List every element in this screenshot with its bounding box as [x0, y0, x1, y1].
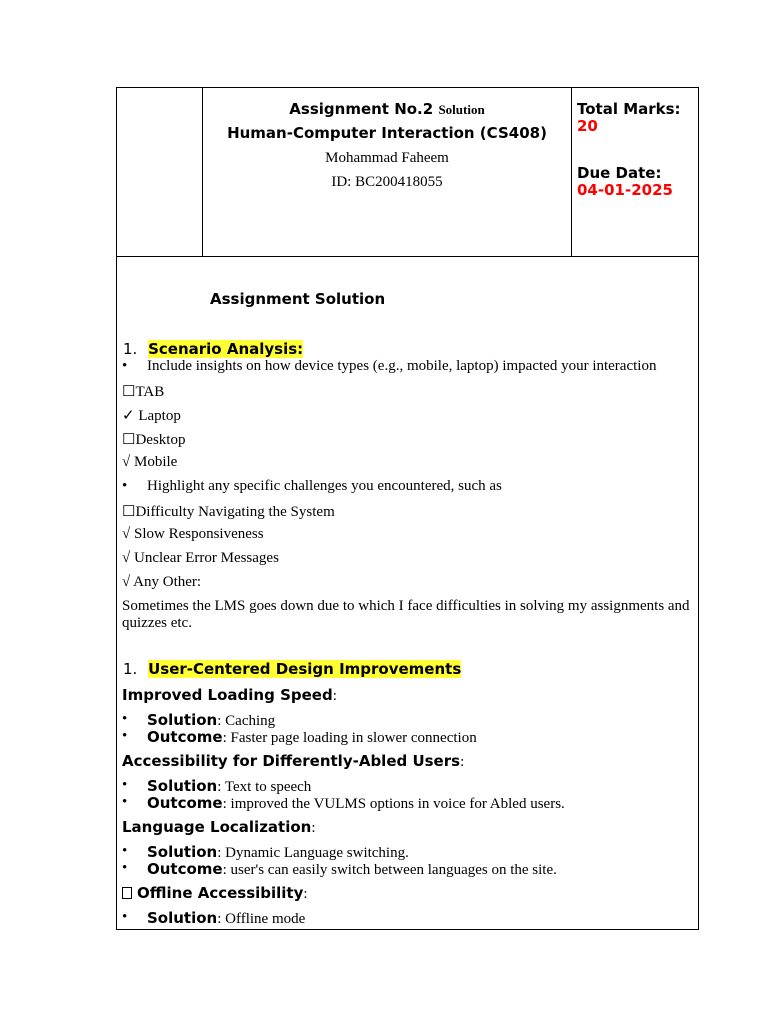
solution-label: Solution — [147, 909, 218, 927]
ucd-item-title — [122, 884, 308, 903]
device-item — [122, 406, 181, 425]
scenario-bullet-1: Include insights on how device types (e.g., mobile, laptop) impacted your interaction — [147, 358, 657, 374]
solution-line — [147, 909, 305, 928]
checkbox-empty-icon: ☐ — [122, 432, 136, 448]
outcome-line — [147, 860, 557, 879]
solution-body — [117, 257, 698, 929]
device-label: Laptop — [138, 408, 181, 424]
checkmark-icon: √ — [122, 454, 131, 470]
student-name: Mohammad Faheem — [325, 150, 449, 166]
outcome-line — [147, 728, 477, 747]
ucd-item-title-text: Offline Accessibility — [137, 884, 304, 902]
assignment-title — [203, 100, 571, 118]
outcome-label: Outcome — [147, 728, 223, 746]
challenge-item — [122, 526, 264, 543]
course-title: Human-Computer Interaction (CS408) — [227, 124, 547, 142]
student-id: ID: BC200418055 — [331, 174, 443, 190]
bullet-icon: • — [122, 860, 128, 876]
ucd-item-title-text: Improved Loading Speed — [122, 686, 333, 704]
colon: : — [332, 688, 337, 704]
colon: : — [311, 820, 316, 836]
header-row — [117, 88, 698, 257]
checkmark-icon: √ — [122, 550, 131, 566]
solution-label: Solution — [147, 843, 218, 861]
header-marks-cell — [572, 88, 698, 256]
device-label: TAB — [135, 384, 165, 400]
scenario-heading-text: Scenario Analysis: — [148, 340, 304, 358]
solution-text: : Caching — [217, 713, 276, 729]
challenge-item — [122, 550, 279, 567]
bullet-icon: • — [122, 909, 128, 925]
checkmark-icon: √ — [122, 574, 131, 590]
device-item — [122, 454, 177, 471]
section-title: Assignment Solution — [210, 290, 386, 308]
scenario-heading — [123, 340, 303, 358]
ucd-item-title — [122, 818, 316, 837]
ucd-item-title-text: Accessibility for Differently-Abled Users — [122, 752, 461, 770]
checkbox-empty-icon: ☐ — [122, 504, 136, 520]
bullet-icon: • — [122, 794, 128, 810]
ucd-number: 1. — [123, 660, 138, 678]
ucd-item-title — [122, 752, 464, 771]
ucd-heading — [123, 660, 461, 678]
ucd-item-title-text: Language Localization — [122, 818, 312, 836]
bullet-icon: • — [122, 478, 128, 494]
outcome-line — [147, 794, 565, 813]
solution-text: : Dynamic Language switching. — [217, 845, 409, 861]
challenge-label: Unclear Error Messages — [133, 550, 279, 566]
solution-text: : Text to speech — [217, 779, 312, 795]
assignment-suffix: Solution — [438, 102, 485, 117]
challenge-item — [122, 574, 201, 591]
challenge-label: Slow Responsiveness — [133, 526, 264, 542]
scenario-paragraph: Sometimes the LMS goes down due to which I face difficulties in solving my assignments and quizzes etc. — [122, 598, 690, 631]
total-marks-value: 20 — [577, 117, 598, 135]
outcome-text: : user's can easily switch between languages on the site. — [222, 862, 557, 878]
challenge-label: Any Other: — [133, 574, 202, 590]
outcome-label: Outcome — [147, 794, 223, 812]
challenge-label: Difficulty Navigating the System — [135, 504, 335, 520]
bullet-icon: • — [122, 711, 128, 727]
due-date-label: Due Date: — [577, 164, 662, 182]
header-logo-cell — [117, 88, 203, 256]
bullet-icon: • — [122, 728, 128, 744]
outcome-text: : Faster page loading in slower connection — [222, 730, 477, 746]
bullet-icon: • — [122, 358, 128, 374]
ucd-heading-text: User-Centered Design Improvements — [148, 660, 462, 678]
checkmark-icon: √ — [122, 526, 131, 542]
checkbox-empty-icon: ☐ — [122, 384, 136, 400]
device-label: Desktop — [135, 432, 186, 448]
header-title-cell — [203, 88, 572, 256]
checkmark-icon: ✓ — [122, 408, 135, 424]
bullet-icon: • — [122, 843, 128, 859]
device-item — [122, 382, 164, 401]
solution-text: : Offline mode — [217, 911, 306, 927]
document-table — [116, 87, 699, 930]
colon: : — [460, 754, 465, 770]
solution-label: Solution — [147, 711, 218, 729]
total-marks-label: Total Marks: — [577, 100, 681, 118]
ucd-item-title — [122, 686, 337, 705]
missing-glyph-icon — [122, 887, 132, 899]
scenario-bullet-2: Highlight any specific challenges you encountered, such as — [147, 478, 502, 494]
solution-label: Solution — [147, 777, 218, 795]
scenario-number: 1. — [123, 340, 138, 358]
assignment-number: Assignment No.2 — [289, 100, 434, 118]
device-label: Mobile — [133, 454, 178, 470]
colon: : — [303, 886, 308, 902]
outcome-label: Outcome — [147, 860, 223, 878]
bullet-icon: • — [122, 777, 128, 793]
device-item — [122, 430, 185, 449]
outcome-text: : improved the VULMS options in voice for Abled users. — [222, 796, 565, 812]
due-date-value: 04-01-2025 — [577, 181, 673, 199]
challenge-item — [122, 502, 335, 521]
